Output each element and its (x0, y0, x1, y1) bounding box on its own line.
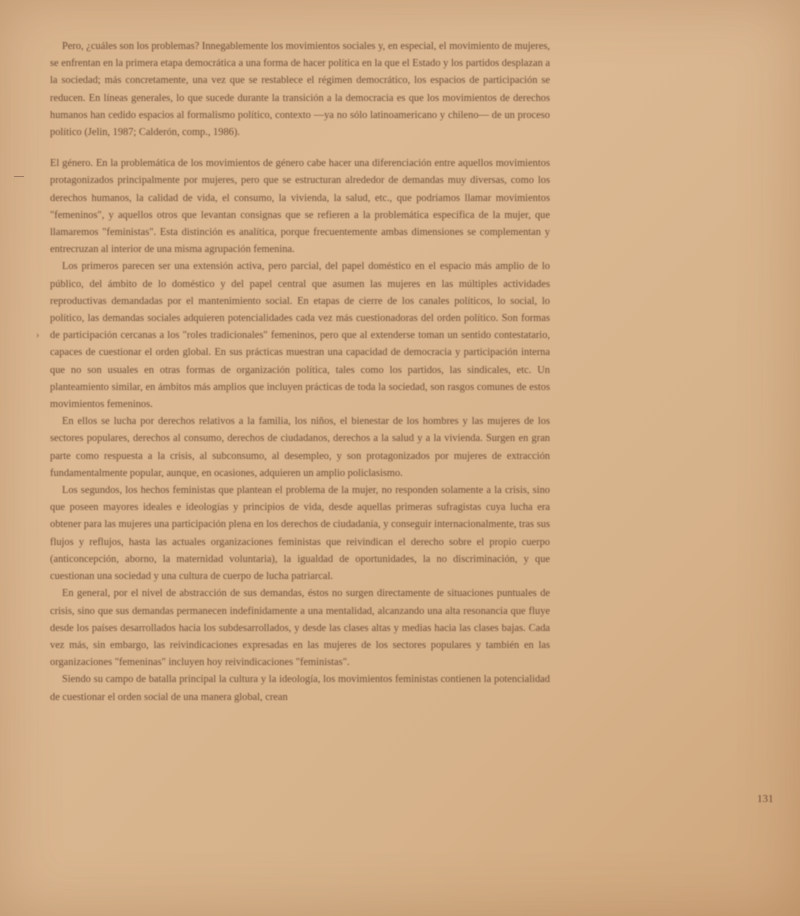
margin-mark: › (36, 330, 40, 341)
paragraph-2: El género. En la problemática de los movimientos de género cabe hacer una diferenciación entre aquellos movimientos protagonizados principalmente por mujeres, pero que se estructuran alrededor de demandas muy diversas, como los derechos humanos, la calidad de vida, el consumo, la vivienda, la salud, etc., que podríamos llamar movimientos "femeninos", y aquellos otros que levantan consignas que se refieren a la problemática específica de la mujer, que llamaremos "feministas". Esta distinción es analítica, porque frecuentemente ambas dimensiones se complementan y entrecruzan al interior de una misma agrupación femenina. (50, 158, 550, 256)
paragraph-5: Los segundos, los hechos feministas que plantean el problema de la mujer, no responden solamente a la crisis, sino que poseen mayores ideales e ideologías y principios de vida, desde aquellas primeras sufragistas cuya lucha era obtener para las mujeres una participación plena en los derechos de ciudadanía, y conseguir internacionalmente, tras sus flujos y reflujos, hasta las actuales organizaciones feministas que reivindican el derecho sobre el propio cuerpo (anticoncepción, aborno, la maternidad voluntaria), la igualdad de oportunidades, la no discriminación, y que cuestionan una sociedad y una cultura de cuerpo de lucha patriarcal. (50, 485, 550, 583)
paragraph-1: Pero, ¿cuáles son los problemas? Innegablemente los movimientos sociales y, en especial, el movimiento de mujeres, se enfrentan en la primera etapa democrática a una forma de hacer política en la que el Estado y los partidos desplazan a la sociedad; más concretamente, una vez que se restablece el régimen democrático, los espacios de participación se reducen. En líneas generales, lo que sucede durante la transición a la democracia es que los movimientos de derechos humanos han cedido espacios al formalismo político, contexto —ya no sólo latinoamericano y chileno— de un proceso político (Jelin, 1987; Calderón, comp., 1986). (50, 41, 550, 139)
paragraph-3: Los primeros parecen ser una extensión activa, pero parcial, del papel doméstico en el espacio más amplio de lo público, del ámbito de lo doméstico y del papel central que asumen las mujeres en las múltiples actividades reproductivas demandadas por el mantenimiento social. En etapas de cierre de los canales políticos, lo social, lo político, las demandas sociales adquieren potencialidades cada vez más cuestionadoras del orden político. Son formas de participación cercanas a los "roles tradicionales" femeninos, pero que al extenderse toman un sentido contestatario, capaces de cuestionar el orden global. En sus prácticas muestran una capacidad de democracia y participación interna que no son usuales en otras formas de organización política, tales como los partidos, las sindicales, etc. Un planteamiento similar, en ámbitos más amplios que incluyen prácticas de toda la sociedad, son rasgos comunes de estos movimientos femeninos. (50, 261, 550, 411)
page-number: 131 (757, 793, 774, 805)
paragraph-4: En ellos se lucha por derechos relativos a la familia, los niños, el bienestar de los hombres y las mujeres de los sectores populares, derechos al consumo, derechos de ciudadanos, derechos a la salud y a la vivienda. Surgen en gran parte como respuesta a la crisis, al subconsumo, al desempleo, y son protagonizados por mujeres de extracción fundamentalmente popular, aunque, en ocasiones, adquieren un amplio policlasismo. (50, 416, 550, 479)
margin-tick (14, 176, 24, 177)
text-column (50, 38, 550, 706)
paragraph-7: Siendo su campo de batalla principal la cultura y la ideología, los movimientos feministas contienen la potencialidad de cuestionar el orden social de una manera global, crean (50, 674, 550, 703)
paragraph-6: En general, por el nivel de abstracción de sus demandas, éstos no surgen directamente de situaciones puntuales de crisis, sino que sus demandas permanecen indefinidamente a una mentalidad, alcanzando una alta resonancia que fluye desde los países desarrollados hacia los subdesarrollados, y desde las clases altas y medias hacia las clases bajas. Cada vez más, sin embargo, las reivindicaciones expresadas en las mujeres de los sectores populares y también en las organizaciones "femeninas" incluyen hoy reivindicaciones "feministas". (50, 588, 550, 669)
